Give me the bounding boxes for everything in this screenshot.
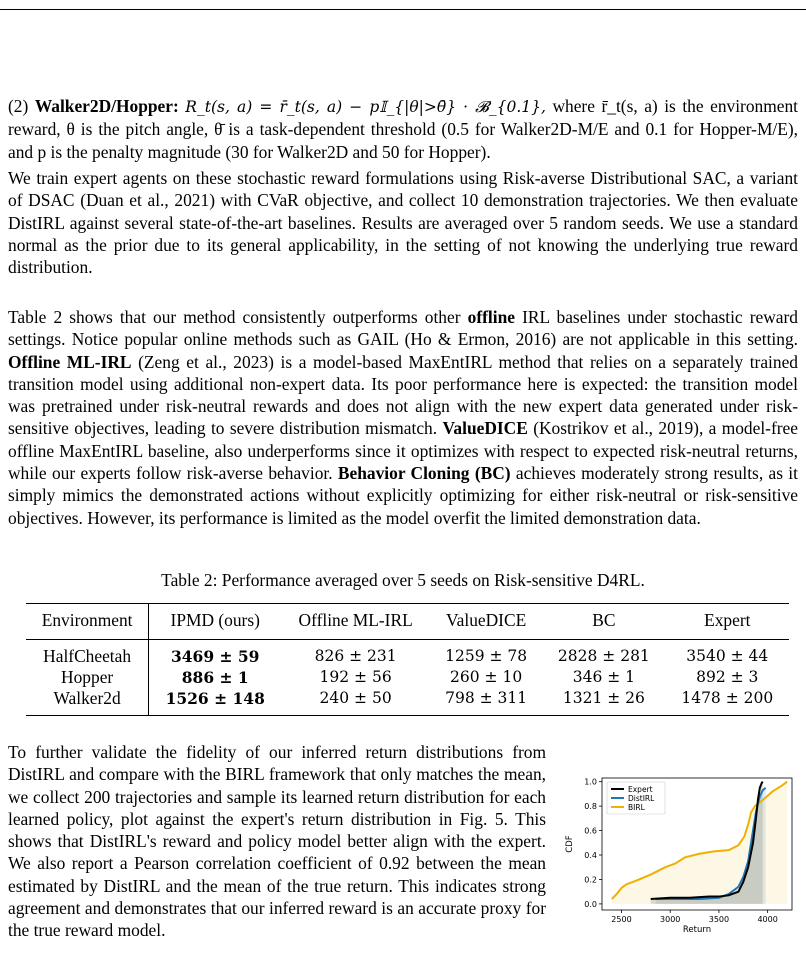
value-cell: 886 ± 1 <box>181 668 249 687</box>
table-row <box>26 688 789 716</box>
table-caption: Table 2: Performance averaged over 5 seeds on Risk-sensitive D4RL. <box>161 570 645 590</box>
paragraph-results <box>8 306 798 529</box>
value-cell: 1259 ± 78 <box>445 647 528 665</box>
x-tick-label: 3000 <box>660 915 681 924</box>
item-heading: Walker2D/Hopper: <box>34 96 179 116</box>
paragraph-walker-hopper <box>8 95 798 163</box>
table-row <box>26 640 789 668</box>
text-run: (Zeng et al., 2023) is a model-based MaxEntIRL method that relies on a separately trained transition model using additional non-expert data. Its poor performance here is expected: the transition model was pretrained under risk-neutral rewards and does not align with the new expert data generated under risk-sensitive objectives, leading to severe distribution mismatch. <box>8 351 798 439</box>
value-cell: 892 ± 3 <box>696 668 759 686</box>
y-tick-label: 0.6 <box>584 826 597 836</box>
legend-label-birl: BIRL <box>628 802 645 812</box>
x-tick-label: 4000 <box>757 915 778 924</box>
value-cell: 260 ± 10 <box>450 668 523 686</box>
text-run: achieves moderately strong results, as it simply mimics the demonstrated actions without explicitly optimizing for either risk-neutral or risk-sensitive objectives. However, its performance is limited as the model overfit the limited demonstration data. <box>8 463 798 528</box>
value-cell: 798 ± 311 <box>430 688 542 716</box>
value-cell: 3540 ± 44 <box>686 647 769 665</box>
env-cell: Hopper <box>26 667 149 688</box>
cdf-chart <box>560 770 798 940</box>
legend-label-expert: Expert <box>628 784 653 794</box>
table-row <box>26 667 789 688</box>
bold-term: Behavior Cloning (BC) <box>337 463 511 484</box>
value-cell: 1478 ± 200 <box>666 688 789 716</box>
y-tick-label: 0.0 <box>584 899 597 909</box>
bold-term: Offline ML-IRL <box>8 351 132 372</box>
header-cell: IPMD (ours) <box>149 604 281 640</box>
y-tick-label: 0.4 <box>584 851 597 860</box>
env-cell: HalfCheetah <box>26 640 149 668</box>
value-cell: 240 ± 50 <box>281 688 430 716</box>
text-run: (Kostrikov et al., 2019), a model-free offline MaxEntIRL baseline, also underperforms since it optimizes with respect to expected risk-neutral returns, while our experts follow risk-averse behavior. <box>8 418 798 484</box>
y-tick-label: 1.0 <box>584 777 597 787</box>
bold-term: offline <box>467 307 515 327</box>
paragraph-validation: To further validate the fidelity of our inferred return distributions from DistIRL and compare with the BIRL framework that only matches the mean, we collect 200 trajectories and sample its learned return distribution for each learned policy, plot against the expert's return distribution in Fig. 5. This shows that DistIRL's reward and policy model better align with the expert. We also report a Pearson correlation coefficient of 0.92 between the mean estimated by DistIRL and the mean of the true return. This indicates strong agreement and demonstrates that our inferred reward is an accurate proxy for the true reward model. <box>8 742 546 941</box>
text-run: IRL baselines under stochastic reward settings. Notice popular online methods such as GAIL (Ho & Ermon, 2016) are not applicable in this setting. <box>8 307 798 350</box>
legend-label-distirl: DistIRL <box>628 793 655 803</box>
value-cell: 1321 ± 26 <box>542 688 665 716</box>
x-tick-label: 3500 <box>708 915 730 924</box>
y-axis-label: CDF <box>565 835 575 853</box>
header-cell: ValueDICE <box>430 604 542 640</box>
item-number: (2) <box>8 96 29 116</box>
x-axis-label: Return <box>682 925 712 935</box>
env-cell: Walker2d <box>26 688 149 716</box>
header-cell: Offline ML-IRL <box>281 604 430 640</box>
reward-formula: R_t(s, a) = r̄_t(s, a) − p𝕀_{|θ|>θ̄} · 𝓑_{0.1}, <box>185 98 546 116</box>
value-cell: 2828 ± 281 <box>557 647 650 665</box>
value-cell: 826 ± 231 <box>314 647 397 665</box>
x-tick-label: 2500 <box>611 915 632 924</box>
header-cell: Environment <box>26 604 149 640</box>
bold-term: ValueDICE <box>442 418 528 439</box>
value-cell: 3469 ± 59 <box>170 647 260 666</box>
header-cell: BC <box>542 604 665 640</box>
value-cell: 346 ± 1 <box>572 668 636 686</box>
y-tick-label: 0.8 <box>584 802 597 812</box>
paragraph-training: We train expert agents on these stochastic reward formulations using Risk-averse Distributional SAC, a variant of DSAC (Duan et al., 2021) with CVaR objective, and collect 10 demonstration trajectories. We then evaluate DistIRL against several state-of-the-art baselines. Results are averaged over 5 random seeds. We use a standard normal as the prior due to its general applicability, in the setting of not knowing the underlying true reward distribution. <box>8 168 798 278</box>
header-rule <box>0 9 806 10</box>
results-table <box>26 603 789 716</box>
table-header-row <box>26 604 789 640</box>
y-tick-label: 0.2 <box>584 875 597 885</box>
header-cell: Expert <box>666 604 789 640</box>
paragraph-text: where r̄_t(s, a) is the environment reward, θ is the pitch angle, θ̄ is a task-dependent threshold (0.5 for Walker2D-M/E and 0.1 for Hopper-M/E), and p is the penalty magnitude (30 for Walker2D and 50 for Hopper). <box>8 96 798 162</box>
value-cell: 1526 ± 148 <box>149 688 281 716</box>
value-cell: 192 ± 56 <box>319 668 392 686</box>
text-run: Table 2 shows that our method consistently outperforms other <box>8 307 461 327</box>
